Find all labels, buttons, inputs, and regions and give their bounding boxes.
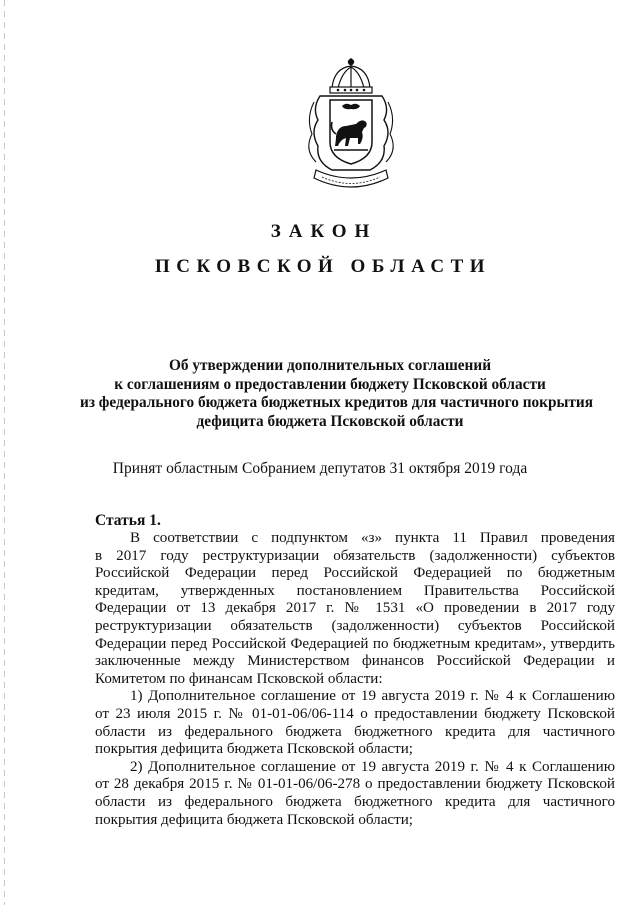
paragraph-line: Федерации перед Российской Федерацией по бюджетным кредитам», утвердить [95, 635, 615, 652]
list-item-line: покрытия дефицита бюджета Псковской области; [95, 741, 413, 758]
list-item-line: области из федерального бюджета бюджетного кредита для частичного [95, 723, 615, 740]
scan-edge-line [4, 0, 5, 905]
list-item-line: 1) Дополнительное соглашение от 19 августа 2019 г. № 4 к Соглашению [130, 688, 615, 705]
subject-line: дефицита бюджета Псковской области [196, 412, 464, 430]
list-item-line: от 23 июля 2015 г. № 01-01-06/06-114 о предоставлении бюджету Псковской [95, 705, 615, 722]
list-item-line: покрытия дефицита бюджета Псковской области; [95, 811, 413, 828]
paragraph-line: В соответствии с подпунктом «з» пункта 11 Правил проведения [130, 530, 615, 546]
list-item-line: 2) Дополнительное соглашение от 19 августа 2019 г. № 4 к Соглашению [130, 758, 615, 775]
subject-line: к соглашениям о предоставлении бюджету Псковской области [114, 375, 546, 393]
pskov-coat-of-arms-icon [298, 58, 404, 198]
article-body [95, 530, 615, 829]
paragraph-line: реструктуризации обязательств (задолженности) субъектов Российской [95, 617, 615, 634]
list-item-line: области из федерального бюджета бюджетного кредита для частичного [95, 793, 615, 810]
paragraph-line: Комитетом по финансам Псковской области: [95, 670, 383, 687]
paragraph-line: заключенные между Министерством финансов Российской Федерации и [95, 653, 615, 670]
list-item-line: от 28 декабря 2015 г. № 01-01-06/06-278 о предоставлении бюджету Псковской [95, 776, 615, 793]
law-title: ЗАКОН [270, 221, 378, 242]
article-heading: Статья 1. [95, 512, 161, 529]
adoption-date: Принят областным Собранием депутатов 31 октября 2019 года [112, 460, 528, 477]
region-title: ПСКОВСКОЙ ОБЛАСТИ [154, 256, 492, 277]
paragraph-line: в 2017 году реструктуризации обязательств (задолженности) субъектов [95, 547, 615, 564]
paragraph-line: Российской Федерации перед Российской Федерацией по бюджетным [95, 565, 615, 582]
subject-line: из федерального бюджета бюджетных кредитов для частичного покрытия [80, 394, 594, 411]
law-subject [80, 357, 594, 431]
paragraph-line: Федерации от 13 декабря 2017 г. № 1531 «О проведении в 2017 году [95, 600, 615, 617]
paragraph-line: кредитам, утвержденных постановлением Правительства Российской [95, 582, 615, 599]
subject-line: Об утверждении дополнительных соглашений [168, 357, 492, 374]
